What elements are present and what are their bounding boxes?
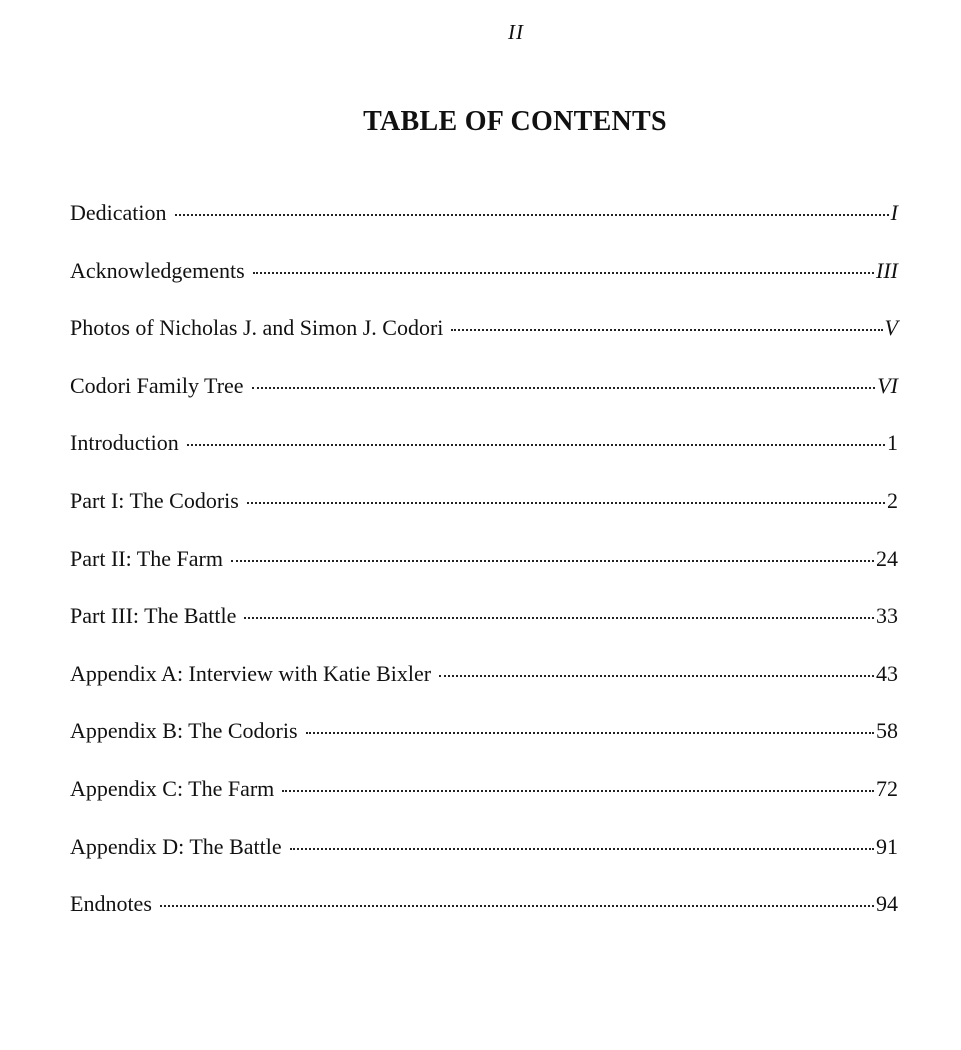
dot-leader (290, 848, 874, 850)
toc-entry-part-1 (70, 488, 898, 546)
toc-entry-label: Endnotes (70, 891, 152, 917)
toc-entry-page: 43 (876, 660, 898, 686)
page-title: TABLE OF CONTENTS (363, 106, 667, 137)
toc-entry-family-tree (70, 373, 898, 431)
toc-entry-page: 24 (876, 545, 898, 571)
toc-entry-appendix-b (70, 718, 898, 776)
toc-entry-page: V (884, 315, 898, 341)
dot-leader (451, 329, 882, 331)
toc-entry-page: III (876, 257, 898, 283)
toc-entry-page: 2 (887, 487, 898, 513)
toc-entry-page: 1 (887, 430, 898, 456)
dot-leader (244, 617, 874, 619)
toc-entry-label: Appendix B: The Codoris (70, 718, 298, 744)
toc-entry-label: Part I: The Codoris (70, 487, 239, 513)
toc-entry-page: I (890, 200, 898, 225)
toc-entry-page: VI (877, 372, 898, 398)
toc-entry-label: Appendix A: Interview with Katie Bixler (70, 660, 432, 686)
toc-entry-photos (70, 315, 898, 373)
toc-list (70, 200, 898, 949)
toc-entry-page: 58 (876, 718, 898, 744)
toc-entry-label: Dedication (70, 200, 167, 225)
dot-leader (253, 272, 874, 274)
toc-entry-label: Appendix D: The Battle (70, 833, 282, 859)
dot-leader (175, 214, 889, 216)
dot-leader (252, 387, 876, 389)
dot-leader (187, 444, 885, 446)
toc-entry-endnotes (70, 891, 898, 949)
toc-entry-label: Part III: The Battle (70, 603, 237, 629)
dot-leader (247, 502, 885, 504)
toc-entry-introduction (70, 430, 898, 488)
page-number: II (508, 20, 524, 44)
toc-entry-page: 33 (876, 603, 898, 629)
toc-entry-part-3 (70, 603, 898, 661)
dot-leader (439, 675, 874, 677)
toc-entry-part-2 (70, 546, 898, 604)
toc-entry-label: Photos of Nicholas J. and Simon J. Codori (70, 315, 444, 341)
toc-entry-page: 91 (876, 833, 898, 859)
toc-entry-appendix-a (70, 661, 898, 719)
toc-entry-appendix-c (70, 776, 898, 834)
toc-entry-dedication (70, 200, 898, 258)
dot-leader (282, 790, 874, 792)
toc-entry-label: Acknowledgements (70, 257, 245, 283)
toc-entry-page: 94 (876, 891, 898, 917)
toc-entry-acknowledgements (70, 258, 898, 316)
toc-entry-label: Codori Family Tree (70, 372, 244, 398)
dot-leader (160, 905, 874, 907)
toc-entry-page: 72 (876, 775, 898, 801)
toc-entry-label: Introduction (70, 430, 179, 456)
toc-entry-label: Appendix C: The Farm (70, 775, 275, 801)
dot-leader (231, 560, 874, 562)
toc-entry-label: Part II: The Farm (70, 545, 223, 571)
dot-leader (306, 732, 874, 734)
toc-entry-appendix-d (70, 834, 898, 892)
